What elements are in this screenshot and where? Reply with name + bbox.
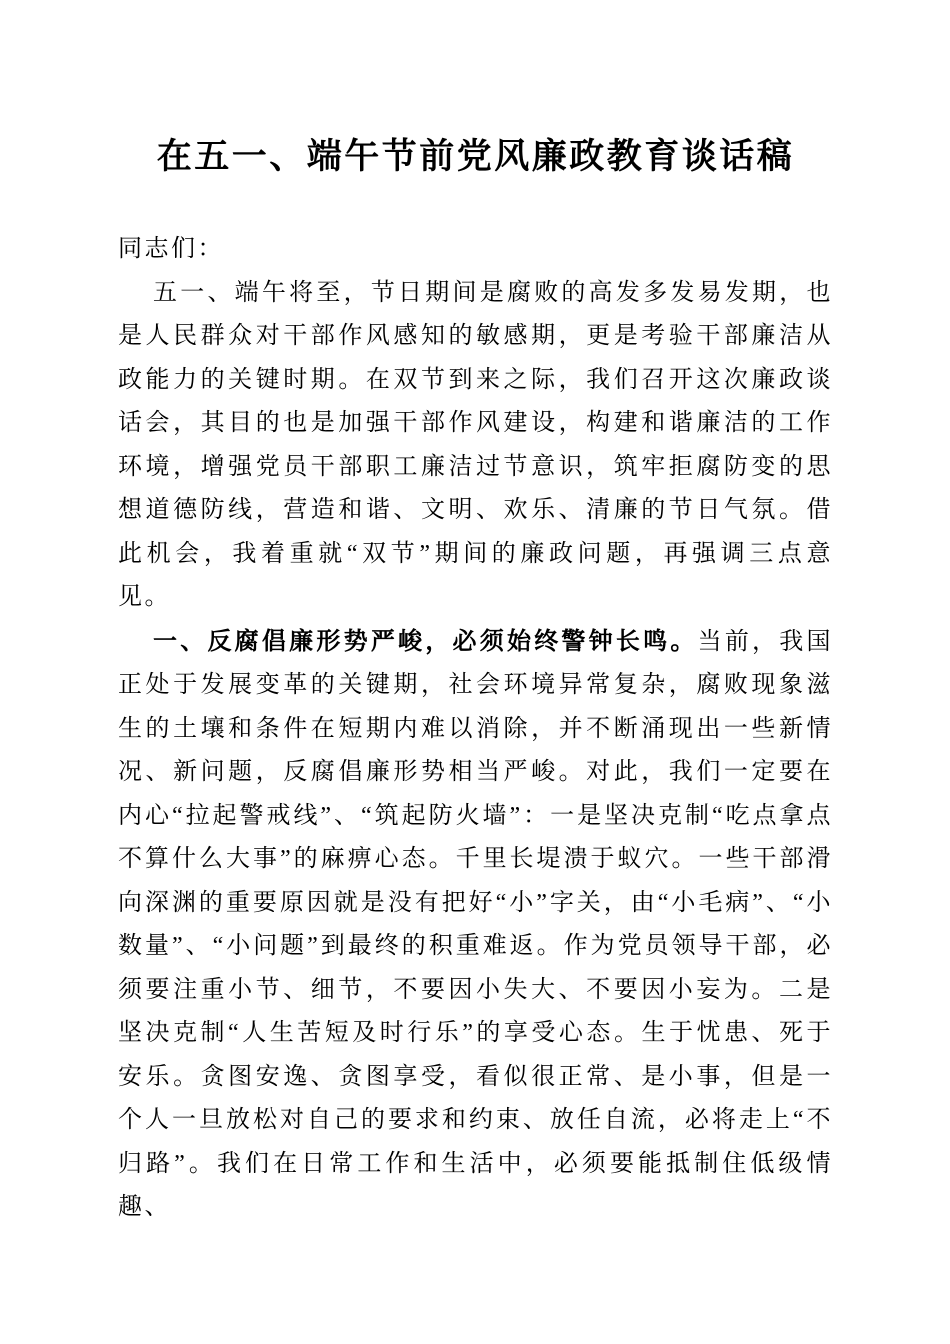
text-run: 当前，我国正处于发展变革的关键期，社会环境异常复杂，腐败现象滋生的土壤和条件在短期内难以消除，并不断涌现出一些新情况、新问题，反腐倡廉形势相当严峻。对此，我们一定要在内心“拉起警戒线”、“筑起防火墙”：一是坚决克制“吃点拿点不算什么大事”的麻痹心态。千里长堤溃于蚁穴。一些干部滑向深渊的重要原因就是没有把好“小”字关，由“小毛病”、“小数量”、“小问题”到最终的积重难返。作为党员领导干部，必须要注重小节、细节，不要因小失大、不要因小妄为。二是坚决克制“人生苦短及时行乐”的享受心态。生于忧患、死于安乐。贪图安逸、贪图享受，看似很正常、是小事，但是一个人一旦放松对自己的要求和约束、放任自流，必将走上“不归路”。我们在日常工作和生活中，必须要能抵制住低级情趣、 bbox=[118, 628, 834, 1220]
text-run: 五一、端午将至，节日期间是腐败的高发多发易发期，也是人民群众对干部作风感知的敏感期，更是考验干部廉洁从政能力的关键时期。在双节到来之际，我们召开这次廉政谈话会，其目的也是加强干部作风建设，构建和谐廉洁的工作环境，增强党员干部职工廉洁过节意识，筑牢拒腐防变的思想道德防线，营造和谐、文明、欢乐、清廉的节日气氛。借此机会，我着重就“双节”期间的廉政问题，再强调三点意见。 bbox=[118, 279, 833, 610]
document-title: 在五一、端午节前党风廉政教育谈话稿 bbox=[156, 137, 795, 176]
paragraph bbox=[118, 620, 833, 1230]
salutation: 同志们： bbox=[118, 236, 224, 262]
paragraphs-container bbox=[118, 272, 833, 1230]
document-body bbox=[118, 228, 833, 1230]
bold-text-run: 一、反腐倡廉形势严峻，必须始终警钟长鸣。 bbox=[153, 627, 698, 655]
paragraph bbox=[118, 272, 833, 620]
